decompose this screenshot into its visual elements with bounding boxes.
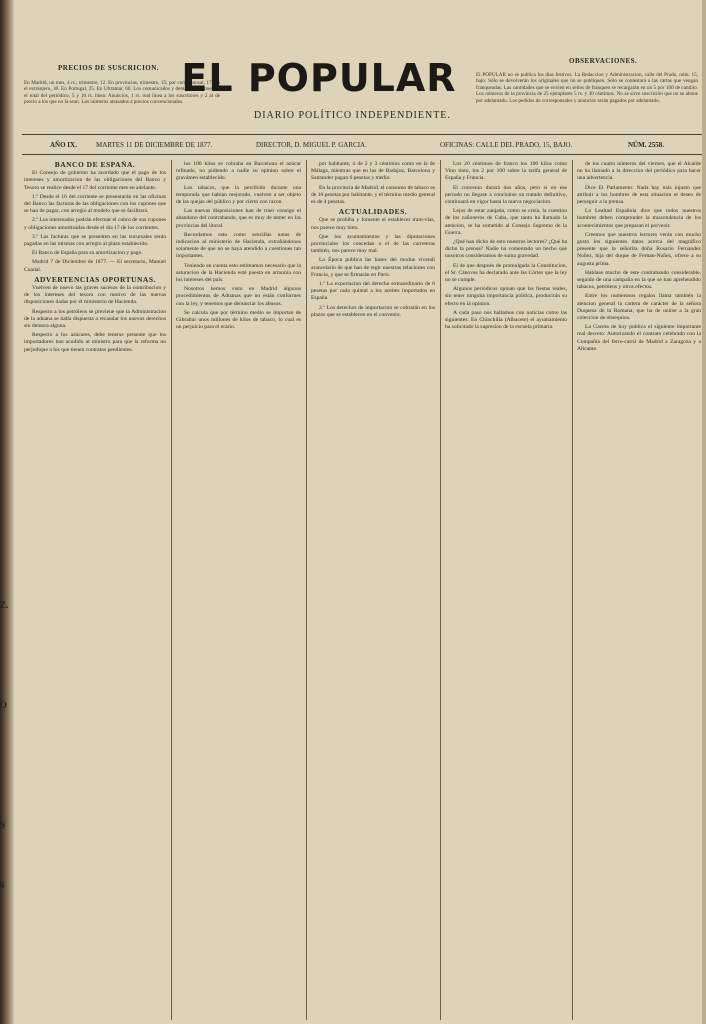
paragraph: Que se prohiba y fomente el establecer tram-vías, nos parece muy bien.: [311, 217, 435, 231]
paragraph: Algunos periódicos opinan que las fiestas reales, sin tener ninguna importancia política, producirán su efecto en la opinion.: [445, 286, 567, 307]
paragraph: ¿Qué han dicho de esto nuestros lectores? ¿Qué ha dicho la prensa? Nadie ha comentado un hecho que nosotros consideramos de suma gravedad.: [445, 239, 567, 260]
paragraph: El de que después de promulgada la Constitucion, el Sr. Cánovas ha declarado ante las Córtes que la ley no se cumple.: [445, 262, 567, 284]
binding-gutter: [0, 0, 14, 1024]
paragraph: El Consejo de gobierno ha acordado que el pago de los intereses y amortizacion de las obligaciones del Banco y Tesoro se realice desde el 17 del corriente mes en adelante.: [24, 170, 166, 191]
paragraph: Que los ayuntamientos y las diputaciones provinciales los concedan a el de las carreteras también, nos parece muy mal.: [311, 233, 435, 255]
issue-date: MARTES 11 DE DICIEMBRE DE 1877.: [96, 141, 213, 149]
masthead-title: EL POPULAR: [181, 56, 457, 100]
paragraph: Dice El Parlamento: Nada hay más injusto que atribuir a los hombres de esta situacion el deseo de perseguir a la prensa.: [577, 184, 701, 206]
margin-fragment: Z.: [0, 600, 9, 610]
column-5: [577, 161, 701, 1016]
section-heading: BANCO DE ESPAÑA.: [54, 161, 136, 169]
paragraph: Los 20 céntimos de franco los 100 kilos como Vino tinto, los 2 por 100 sobre la tarifa general de España y Francia.: [445, 161, 567, 182]
paragraph: La Lealtad Española dice que todos nuestros hombres deben comprender la trascendencia de los acontecimientos que preparan el porvenir.: [577, 208, 701, 229]
paragraph: 2.º Los interesados podrán efectuar el cobro de sus cupones y obligaciones amortizadas desde el día 17 de los corrientes.: [24, 217, 166, 231]
column-3: [311, 161, 435, 1016]
margin-fragment: O: [0, 700, 8, 710]
paragraph: El Banco de España para su amortizacion y pago.: [32, 250, 143, 257]
margin-fragment: 6: [0, 880, 5, 890]
paragraph: por habitante, ó de 2 y 3 céntimos como en la de Málaga, mientras que en las de Badajoz, Barcelona y Santander pagan 6 pesetas y medio.: [311, 161, 435, 182]
observations-title: OBSERVACIONES.: [569, 57, 638, 65]
paragraph: A cada paso nos hallamos con noticias como las siguientes: En Chinchilla (Albacete) el ayuntamiento ha solicitado la supresion de la escuela primaria.: [445, 309, 567, 331]
paragraph: Lejos de estar zanjada, como se creía, la cuestion de los cañoneros de Cuba, que tanto ha llamado la atencion, se ha sometido al Consejo Supremo de la Guerra.: [445, 208, 567, 236]
paragraph: los 100 kilos se cobraba en Barcelona el azúcar refinado, no pidiendo a nadie su opinion sobre el gravámen establecido.: [176, 161, 301, 182]
header-rule: [22, 134, 702, 135]
paragraph: El convenio durará dos años, pero si en ese período no llegase a concluirse un tratado definitivo, continuará en vigor hasta la nueva negociacion.: [445, 184, 567, 206]
paragraph: Nosotros hemos visto en Madrid algunos procedimientos de Aduanas que no están conformes con la ley, y tenemos que denunciar los abusos.: [176, 286, 301, 307]
newspaper-sheet: [14, 0, 706, 1024]
paragraph: Se calcula que por término medio se importan de Gibraltar unos millones de kilos de tabaco, lo cual es un perjuicio para el erario.: [176, 309, 301, 331]
paragraph: 2.º Los derechos de importacion se cobrarán en los plazos que se establecen en el convenio.: [311, 304, 435, 318]
column-4: [445, 161, 567, 1016]
paragraph: Hablase mucho de este contrabando considerable, seguido de una campaña en la que se han aprehendido tabacos, petróleos y otros efectos.: [577, 269, 701, 291]
issue-year: AÑO IX.: [50, 141, 77, 149]
margin-fragment: S: [0, 820, 6, 830]
subscription-text: En Madrid, un mes, 4 rs.; trimestre, 12. En provincias, trimestre, 15; por corresponsal, 17. En el extranjero, 30. En Portugal, 25. En Ultramar, 60. Los comunicados y demás inserciones en el total del periódico, 5 y 10 rs. línea. Anuncios, 1 rs. real línea a los suscritores y 2 al de precio a los que no la sean. Los números atrasados a precios convencionales.: [24, 80, 220, 106]
paragraph: de los cuatro números del viernes, que el Alcalde no ha llamado a la direccion del periódico para hacer una advertencia.: [577, 161, 701, 182]
paragraph: Los tabacos, que la percibido durante una temporada que habian mejorado, vuelven a ser objeto de las quejas del público y por cierto con razon.: [176, 184, 301, 206]
column-1: [24, 161, 166, 1016]
paragraph: 3.º Las facturas que se presenten en las sucursales serán pagadas en las mismas con arreglo al plazo establecido.: [24, 233, 166, 248]
issue-info-row: [50, 139, 700, 153]
paragraph: La Gaceta de hoy publica el siguiente importante real decreto: Autorizando el contrato celebrado con la Compañía del ferro-carril de Madrid a Zaragoza y a Alicante.: [577, 324, 701, 352]
paragraph: Respecto a los petróleos se previene que la Administracion de la aduana se halla dispuesta a recaudar los nuevos derechos sin demora alguna.: [24, 308, 166, 330]
issue-offices: OFICINAS: CALLE DEL PRADO, 15, BAJO.: [440, 141, 573, 149]
issue-number: NÚM. 2558.: [628, 141, 664, 149]
column-2: [176, 161, 301, 1016]
paragraph: Recordamos esto como sencillas notas de indicacion al ministerio de Hacienda, extrañándonos solamente de que no se haya atendido a cuestiones tan importantes.: [176, 231, 301, 260]
paragraph: La Época publica las bases del modus vivendi arancelario de que han de regir nuestras relaciones con Francia, y que se firmarán en París.: [311, 257, 435, 278]
paragraph: Las nuevas disposiciones han de traer consigo el abandono del contrabando, que es muy de temer en las provincias del litoral.: [176, 208, 301, 229]
paragraph: 1.º Desde el 16 del corriente se presentarán en las oficinas del Banco las facturas de las obligaciones con los cupones que se han de pagar, con arreglo al modelo que se facilitará.: [24, 193, 166, 215]
paragraph: Entre los numerosos regalos llama también la atencion general la cartera de carácter de la señora Duquesa de la Romana, que ha de unirse a la gran coleccion de obsequios.: [577, 293, 701, 322]
paragraph: En la provincia de Madrid, el consumo de tabaco es de 10 pesetas por habitante, y el término medio general es de 4 pesetas.: [311, 184, 435, 206]
section-heading: ACTUALIDADES.: [338, 207, 408, 217]
paragraph: Respecto a los azúcares, debe tenerse presente que los importadores han acudido al ministro para que la reforma no perjudique a los que tienen contratos pendientes.: [24, 332, 166, 353]
paragraph: Teniendo en cuenta esto estimamos necesario que la saturacion de la Hacienda esté puesta en armonía con los intereses del país.: [176, 262, 301, 284]
info-rule: [22, 154, 702, 155]
paragraph: Vuelven de nuevo las graves sucesos de la contribucion y de los intereses del tesoro con motivo de las nuevas disposiciones dadas por el ministerio de Hacienda.: [24, 285, 166, 306]
issue-director: DIRECTOR, D. MIGUEL P. GARCIA.: [256, 141, 367, 149]
paragraph: Madrid 7 de Diciembre de 1877. — El secretario, Manuel Cuadal.: [24, 259, 166, 273]
paragraph: Creemos que nuestros lectores verán con mucho gusto los siguientes datos acerca del magnífico presente que la señorita doña Rosario Fernandez Nuñez, hija del duque de Fernan-Nuñez, ofrece a su augusta prima.: [577, 231, 701, 267]
section-heading: ADVERTENCIAS OPORTUNAS.: [34, 274, 156, 284]
paragraph: 1.º La exportacion del derecho extraordinario de 6 pesetas por cada quintal a los aceites importados en España.: [311, 281, 435, 302]
masthead-subtitle: DIARIO POLÍTICO INDEPENDIENTE.: [254, 110, 451, 121]
subscription-title: PRECIOS DE SUSCRICION.: [58, 64, 160, 72]
observations-text: El POPULAR no se publica los días festivos. La Redaccion y Administracion, calle del Prado, núm. 15, bajo. Sólo se devolverán los originales que no se publiquen. Sólo se contestará a las cartas que vengan franqueadas. Las cantidades que se envíen en sellos de franqueo se recargarán en un 5 por 100 de cambio. Los números de la provincia de 25 ejemplares 5 rs. y 30 céntimos. No se sirve suscrición que no se abone por adelantado. Los pedidos de corresponsales y anuncios serán pagados por adelantado.: [476, 72, 698, 104]
